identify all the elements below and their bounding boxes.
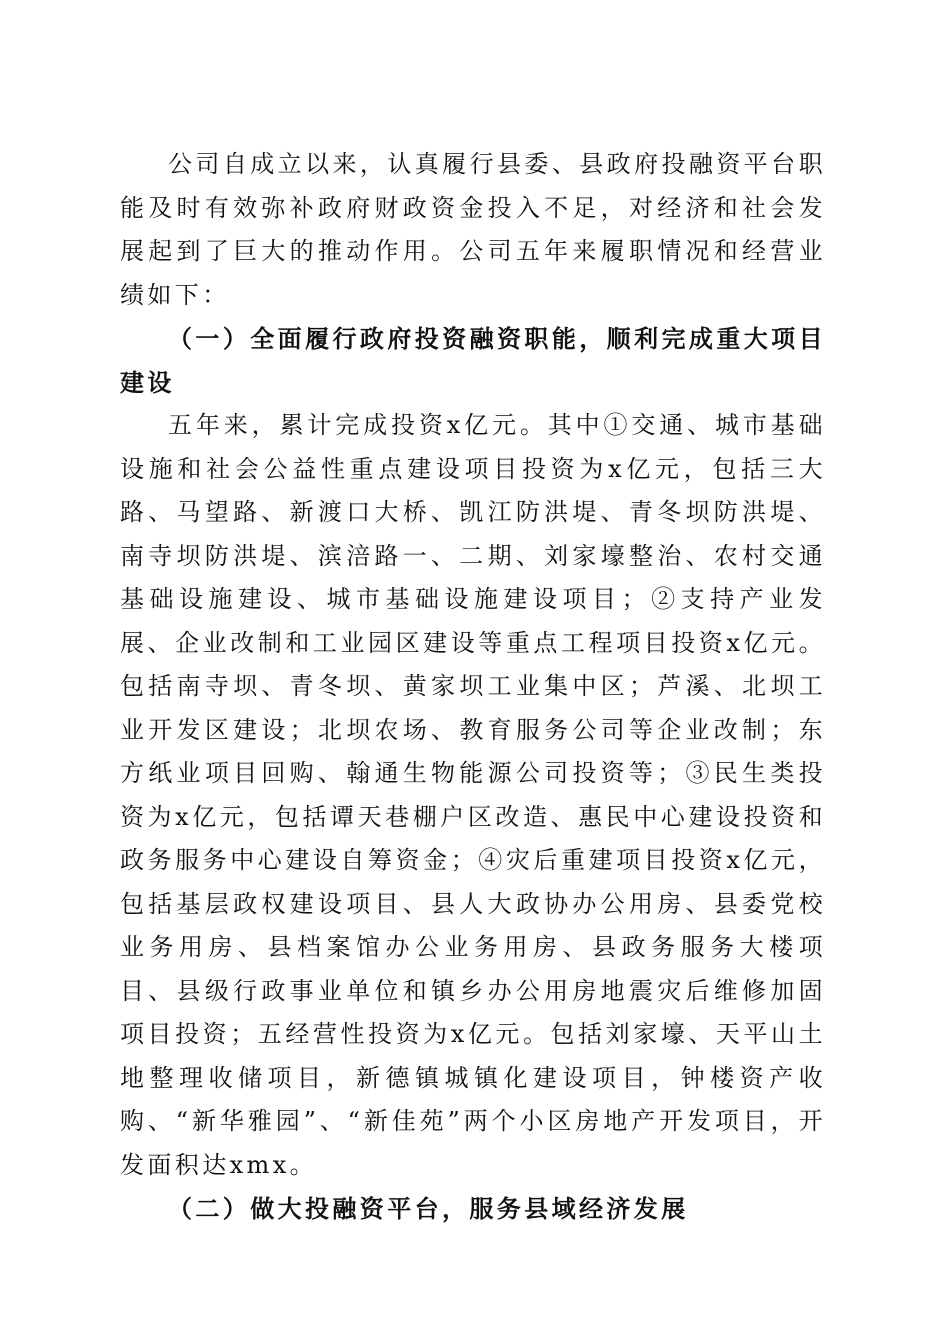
section-heading-2: （二）做大投融资平台，服务县域经济发展 bbox=[168, 1194, 689, 1223]
section-heading-1: （一）全面履行政府投资融资职能，顺利完成重大项目建设 bbox=[120, 324, 826, 397]
document-body bbox=[120, 143, 826, 1231]
intro-paragraph: 公司自成立以来，认真履行县委、县政府投融资平台职能及时有效弥补政府财政资金投入不足，对经济和社会发展起到了巨大的推动作用。公司五年来履职情况和经营业绩如下： bbox=[120, 150, 826, 309]
investment-paragraph: 五年来，累计完成投资x亿元。其中①交通、城市基础设施和社会公益性重点建设项目投资为x亿元，包括三大路、马望路、新渡口大桥、凯江防洪堤、青冬坝防洪堤、南寺坝防洪堤、滨涪路一、二期、刘家壕整治、农村交通基础设施建设、城市基础设施建设项目；②支持产业发展、企业改制和工业园区建设等重点工程项目投资x亿元。包括南寺坝、青冬坝、黄家坝工业集中区；芦溪、北坝工业开发区建设；北坝农场、教育服务公司等企业改制；东方纸业项目回购、翰通生物能源公司投资等；③民生类投资为x亿元，包括谭天巷棚户区改造、惠民中心建设投资和政务服务中心建设自筹资金；④灾后重建项目投资x亿元，包括基层政权建设项目、县人大政协办公用房、县委党校业务用房、县档案馆办公业务用房、县政务服务大楼项目、县级行政事业单位和镇乡办公用房地震灾后维修加固项目投资；五经营性投资为x亿元。包括刘家壕、天平山土地整理收储项目，新德镇城镇化建设项目，钟楼资产收购、“新华雅园”、“新佳苑”两个小区房地产开发项目，开发面积达xmx。 bbox=[120, 411, 826, 1179]
